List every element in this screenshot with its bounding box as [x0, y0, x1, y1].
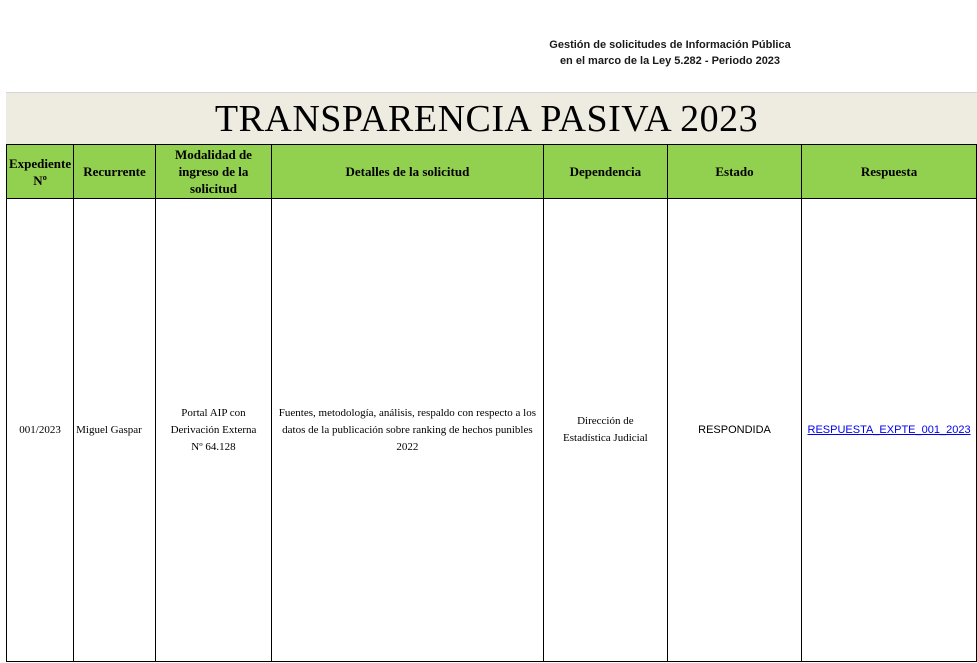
table-header-row	[7, 145, 977, 199]
subtitle-line-2: en el marco de la Ley 5.282 - Periodo 2023	[559, 55, 781, 67]
report-subtitle	[540, 37, 800, 69]
column-header-estado: Estado	[667, 145, 801, 199]
column-header-dependencia: Dependencia	[543, 145, 667, 199]
cell-dependencia: Dirección de Estadística Judicial	[543, 199, 667, 662]
response-link[interactable]: RESPUESTA_EXPTE_001_2023	[807, 423, 971, 436]
cell-modalidad: Portal AIP con Derivación Externa Nº 64.128	[155, 199, 271, 662]
cell-detalles: Fuentes, metodología, análisis, respaldo con respecto a los datos de la publicación sobre ranking de hechos punibles 2022	[272, 199, 544, 662]
title-band	[6, 92, 977, 145]
column-header-modalidad: Modalidad de ingreso de la solicitud	[155, 145, 271, 199]
cell-estado	[667, 199, 801, 662]
column-header-expediente: Expediente Nº	[7, 145, 74, 199]
subtitle-line-1: Gestión de solicitudes de Información Pública	[549, 39, 791, 51]
column-header-detalles: Detalles de la solicitud	[272, 145, 544, 199]
column-header-recurrente: Recurrente	[74, 145, 156, 199]
cell-recurrente: Miguel Gaspar	[74, 199, 156, 662]
status-text: RESPONDIDA	[698, 423, 771, 436]
cell-respuesta	[802, 199, 977, 662]
cell-expediente: 001/2023	[7, 199, 74, 662]
page-title: TRANSPARENCIA PASIVA 2023	[214, 98, 759, 140]
table-row	[7, 199, 977, 662]
column-header-respuesta: Respuesta	[802, 145, 977, 199]
requests-table	[6, 144, 977, 662]
